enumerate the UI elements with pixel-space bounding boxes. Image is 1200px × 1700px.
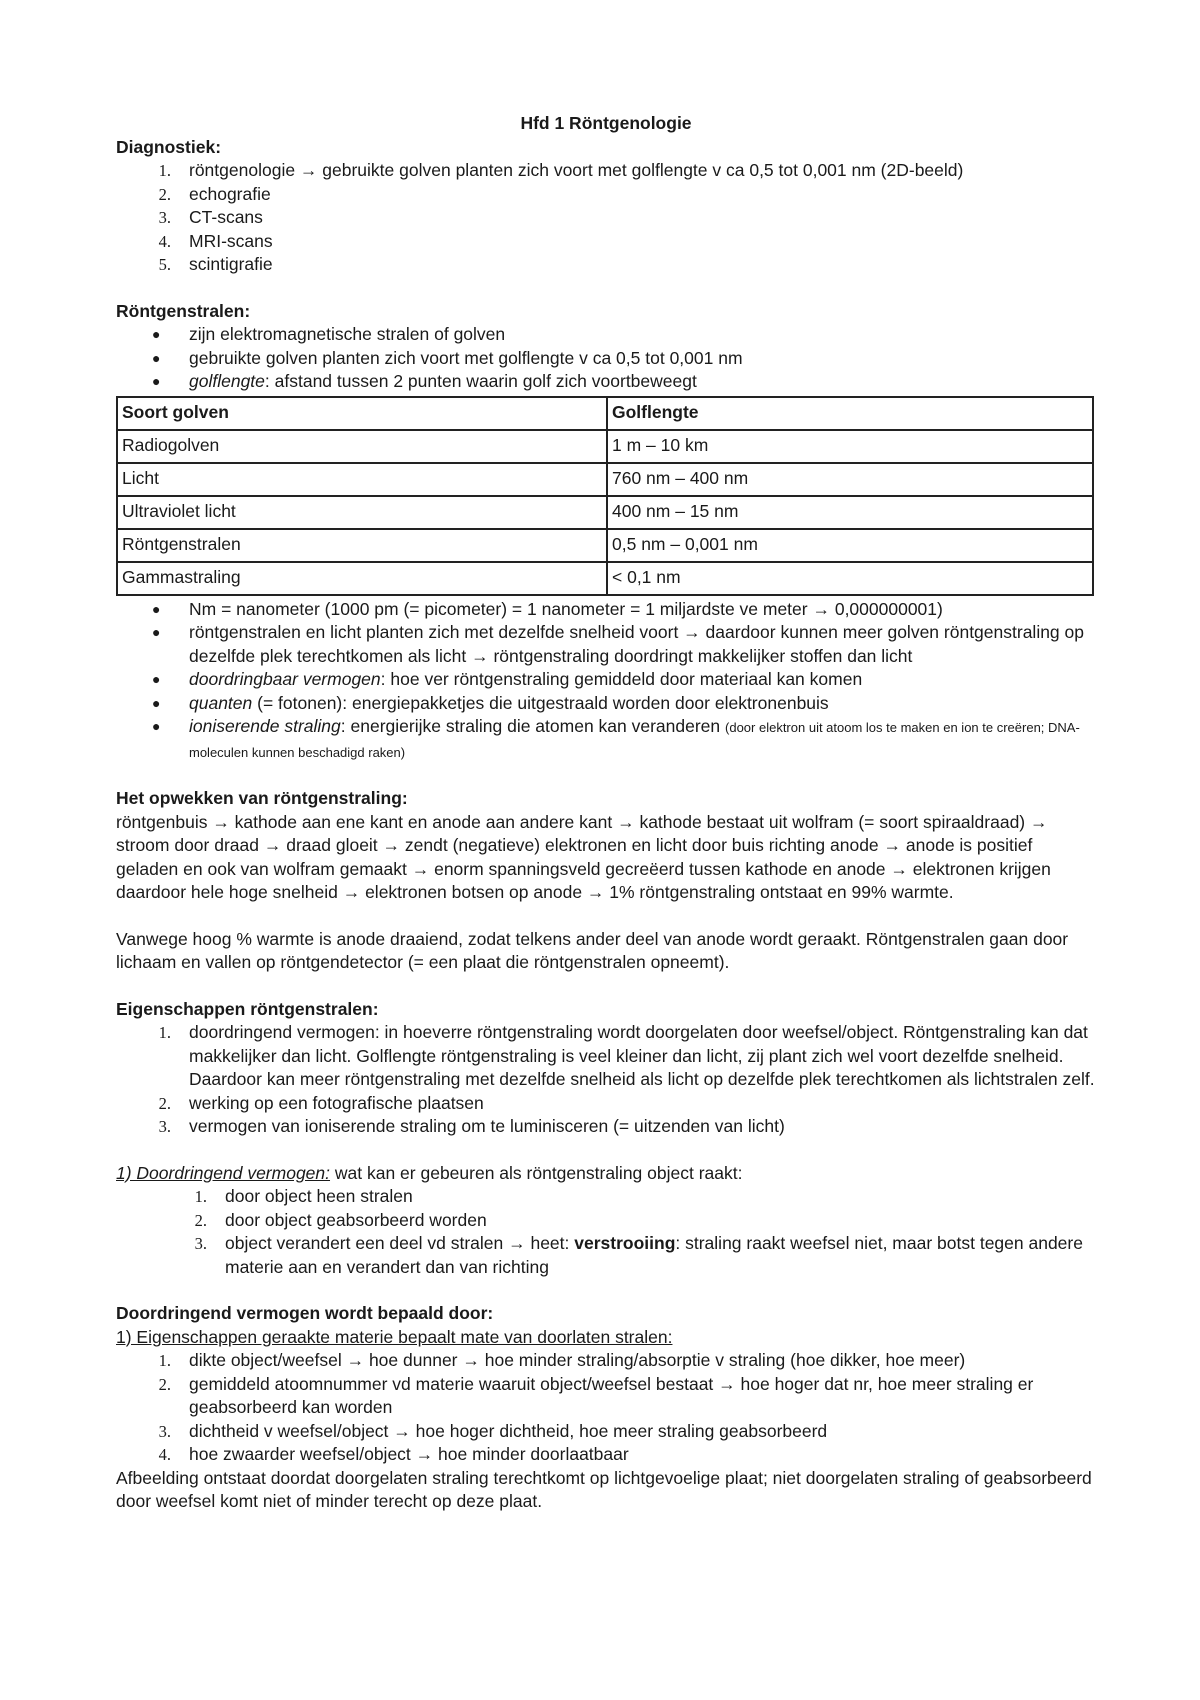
bullet-icon: ● bbox=[152, 326, 161, 342]
table-cell: Licht bbox=[117, 463, 607, 496]
document-page bbox=[116, 112, 1096, 1514]
table-row bbox=[117, 463, 1093, 496]
term-quanten: quanten bbox=[189, 692, 253, 713]
list-item: 4. MRI-scans bbox=[158, 230, 273, 251]
ion-note: (door elektron uit atoom los te maken en ion te creëren; DNA-moleculen kunnen beschadigd raken) bbox=[189, 720, 1080, 760]
subheading-doordringend: 1) Doordringend vermogen: bbox=[116, 1162, 331, 1183]
bullet-icon: ● bbox=[152, 694, 161, 711]
table-cell: 1 m – 10 km bbox=[607, 430, 1093, 463]
table-row bbox=[117, 529, 1093, 562]
paragraph-opwekken: röntgenbuis → kathode aan ene kant en anode aan andere kant → kathode bestaat uit wolfram (= soort spiraaldraad) → stroom door draad → draad gloeit → zendt (negatieve) elektronen en licht door buis richting anode → anode is positief geladen en ook van wolfram gemaakt → enorm spanningsveld gecreëerd tussen kathode en anode → elektronen krijgen daardoor hele hoge snelheid → elektronen botsen op anode → 1% röntgenstraling ontstaat en 99% warmte. bbox=[116, 811, 1051, 902]
list-item: 4. hoe zwaarder weefsel/object → hoe minder doorlaatbaar bbox=[158, 1444, 629, 1464]
heading-opwekken: Het opwekken van röntgenstraling: bbox=[116, 788, 408, 808]
heading-eigenschappen: Eigenschappen röntgenstralen: bbox=[116, 998, 379, 1019]
table-cell: < 0,1 nm bbox=[607, 562, 1093, 595]
list-item: 2. echografie bbox=[158, 183, 271, 204]
bullet-icon: ● bbox=[152, 373, 161, 389]
table-cell: Radiogolven bbox=[117, 430, 607, 463]
list-item: 1. dikte object/weefsel → hoe dunner → hoe minder straling/absorptie v straling (hoe dikker, hoe meer) bbox=[158, 1350, 966, 1370]
bullet-icon: ● bbox=[152, 718, 161, 734]
subheading-eigenschappen-materie: 1) Eigenschappen geraakte materie bepaalt mate van doorlaten stralen: bbox=[116, 1326, 673, 1347]
table-cell: 760 nm – 400 nm bbox=[607, 463, 1093, 496]
list-item: ● Nm = nanometer (1000 pm (= picometer) = 1 nanometer = 1 miljardste ve meter → 0,000000001) bbox=[116, 598, 1096, 622]
term-verstrooiing: verstrooiing bbox=[574, 1233, 676, 1253]
table-cell: 0,5 nm – 0,001 nm bbox=[607, 529, 1093, 562]
table-header-row bbox=[117, 397, 1093, 430]
paragraph-afbeelding: Afbeelding ontstaat doordat doorgelaten straling terechtkomt op lichtgevoelige plaat; niet doorgelaten straling of geabsorbeerd door weefsel komt niet of minder terecht op deze plaat. bbox=[116, 1467, 1092, 1511]
eigenschappen-list bbox=[116, 1021, 1096, 1139]
diagnostiek-list bbox=[116, 159, 1096, 277]
bepaald-list bbox=[116, 1349, 1096, 1467]
bullet-icon: ● bbox=[152, 624, 161, 640]
term-ioniserend: ioniserende straling bbox=[189, 716, 341, 736]
table-cell: Ultraviolet licht bbox=[117, 496, 607, 529]
term-doordringbaar: doordringbaar vermogen bbox=[189, 669, 381, 689]
rontgenstralen-bullets bbox=[116, 323, 1096, 394]
paragraph-anode: Vanwege hoog % warmte is anode draaiend, zodat telkens ander deel van anode wordt geraakt. Röntgenstralen gaan door lichaam en vallen op röntgendetector (= een plaat die röntgenstralen opneemt). bbox=[116, 928, 1069, 972]
list-item: 2. werking op een fotografische plaatsen bbox=[158, 1092, 484, 1113]
list-item: 3. object verandert een deel vd stralen → heet: verstrooiing: straling raakt weefsel niet, maar botst tegen andere materie aan en verandert dan van richting bbox=[194, 1233, 1083, 1277]
rontgen-facts-bullets bbox=[116, 598, 1096, 765]
bullet-icon: ● bbox=[152, 349, 161, 366]
list-item: ● golflengte: afstand tussen 2 punten waarin golf zich voortbeweegt bbox=[116, 370, 1096, 394]
list-item: 3. CT-scans bbox=[158, 207, 263, 227]
page-title: Hfd 1 Röntgenologie bbox=[520, 113, 692, 133]
bullet-icon: ● bbox=[152, 671, 161, 687]
table-cell: 400 nm – 15 nm bbox=[607, 496, 1093, 529]
list-item: 2. gemiddeld atoomnummer vd materie waaruit object/weefsel bestaat → hoe hoger dat nr, hoe meer straling er geabsorbeerd kan worden bbox=[158, 1373, 1034, 1417]
term-golflengte: golflengte bbox=[189, 371, 265, 391]
doordringend-list bbox=[116, 1185, 1096, 1279]
table-cell: Röntgenstralen bbox=[117, 529, 607, 562]
heading-diagnostiek: Diagnostiek: bbox=[116, 136, 222, 157]
doordringend-intro: 1) Doordringend vermogen: wat kan er gebeuren als röntgenstraling object raakt: bbox=[116, 1162, 743, 1183]
wavelength-table bbox=[116, 396, 1094, 596]
list-item: ● röntgenstralen en licht planten zich met dezelfde snelheid voort → daardoor kunnen meer golven röntgenstraling op dezelfde plek terechtkomen als licht → röntgenstraling doordringt makkelijker stoffen dan licht bbox=[152, 622, 1084, 666]
list-item: 1. doordringend vermogen: in hoeverre röntgenstraling wordt doorgelaten door weefsel/object. Röntgenstraling kan dat makkelijker dan licht. Golflengte röntgenstraling is veel kleiner dan licht, zij plant zich wel voort dezelfde snelheid. Daardoor kan meer röntgenstraling met dezelfde snelheid als licht op dezelfde plek terechtkomen als lichtstralen zelf. bbox=[158, 1022, 1095, 1089]
list-item: ● ioniserende straling: energierijke straling die atomen kan veranderen (door elektron uit atoom los te maken en ion te creëren; DNA-moleculen kunnen beschadigd raken) bbox=[152, 716, 1080, 760]
table-cell: Gammastraling bbox=[117, 562, 607, 595]
list-item: 2. door object geabsorbeerd worden bbox=[194, 1209, 487, 1230]
table-row bbox=[117, 562, 1093, 595]
list-item: ● quanten (= fotonen): energiepakketjes die uitgestraald worden door elektronenbuis bbox=[116, 692, 1096, 716]
heading-rontgenstralen: Röntgenstralen: bbox=[116, 300, 251, 321]
table-row bbox=[117, 430, 1093, 463]
heading-bepaald: Doordringend vermogen wordt bepaald door: bbox=[116, 1303, 494, 1323]
column-header: Soort golven bbox=[117, 397, 607, 430]
list-item: 3. dichtheid v weefsel/object → hoe hoger dichtheid, hoe meer straling geabsorbeerd bbox=[158, 1420, 828, 1441]
list-item: 5. scintigrafie bbox=[158, 254, 273, 274]
list-item: ● doordringbaar vermogen: hoe ver röntgenstraling gemiddeld door materiaal kan komen bbox=[116, 668, 1096, 692]
list-item: 1. röntgenologie → gebruikte golven planten zich voort met golflengte v ca 0,5 tot 0,001 nm (2D-beeld) bbox=[158, 160, 964, 180]
list-item: ● zijn elektromagnetische stralen of golven bbox=[116, 323, 1096, 347]
list-item: ● gebruikte golven planten zich voort met golflengte v ca 0,5 tot 0,001 nm bbox=[116, 347, 1096, 371]
table-row bbox=[117, 496, 1093, 529]
list-item: 1. door object heen stralen bbox=[194, 1186, 413, 1206]
bullet-icon: ● bbox=[152, 600, 161, 617]
column-header: Golflengte bbox=[607, 397, 1093, 430]
list-item: 3. vermogen van ioniserende straling om te luminisceren (= uitzenden van licht) bbox=[158, 1116, 785, 1136]
